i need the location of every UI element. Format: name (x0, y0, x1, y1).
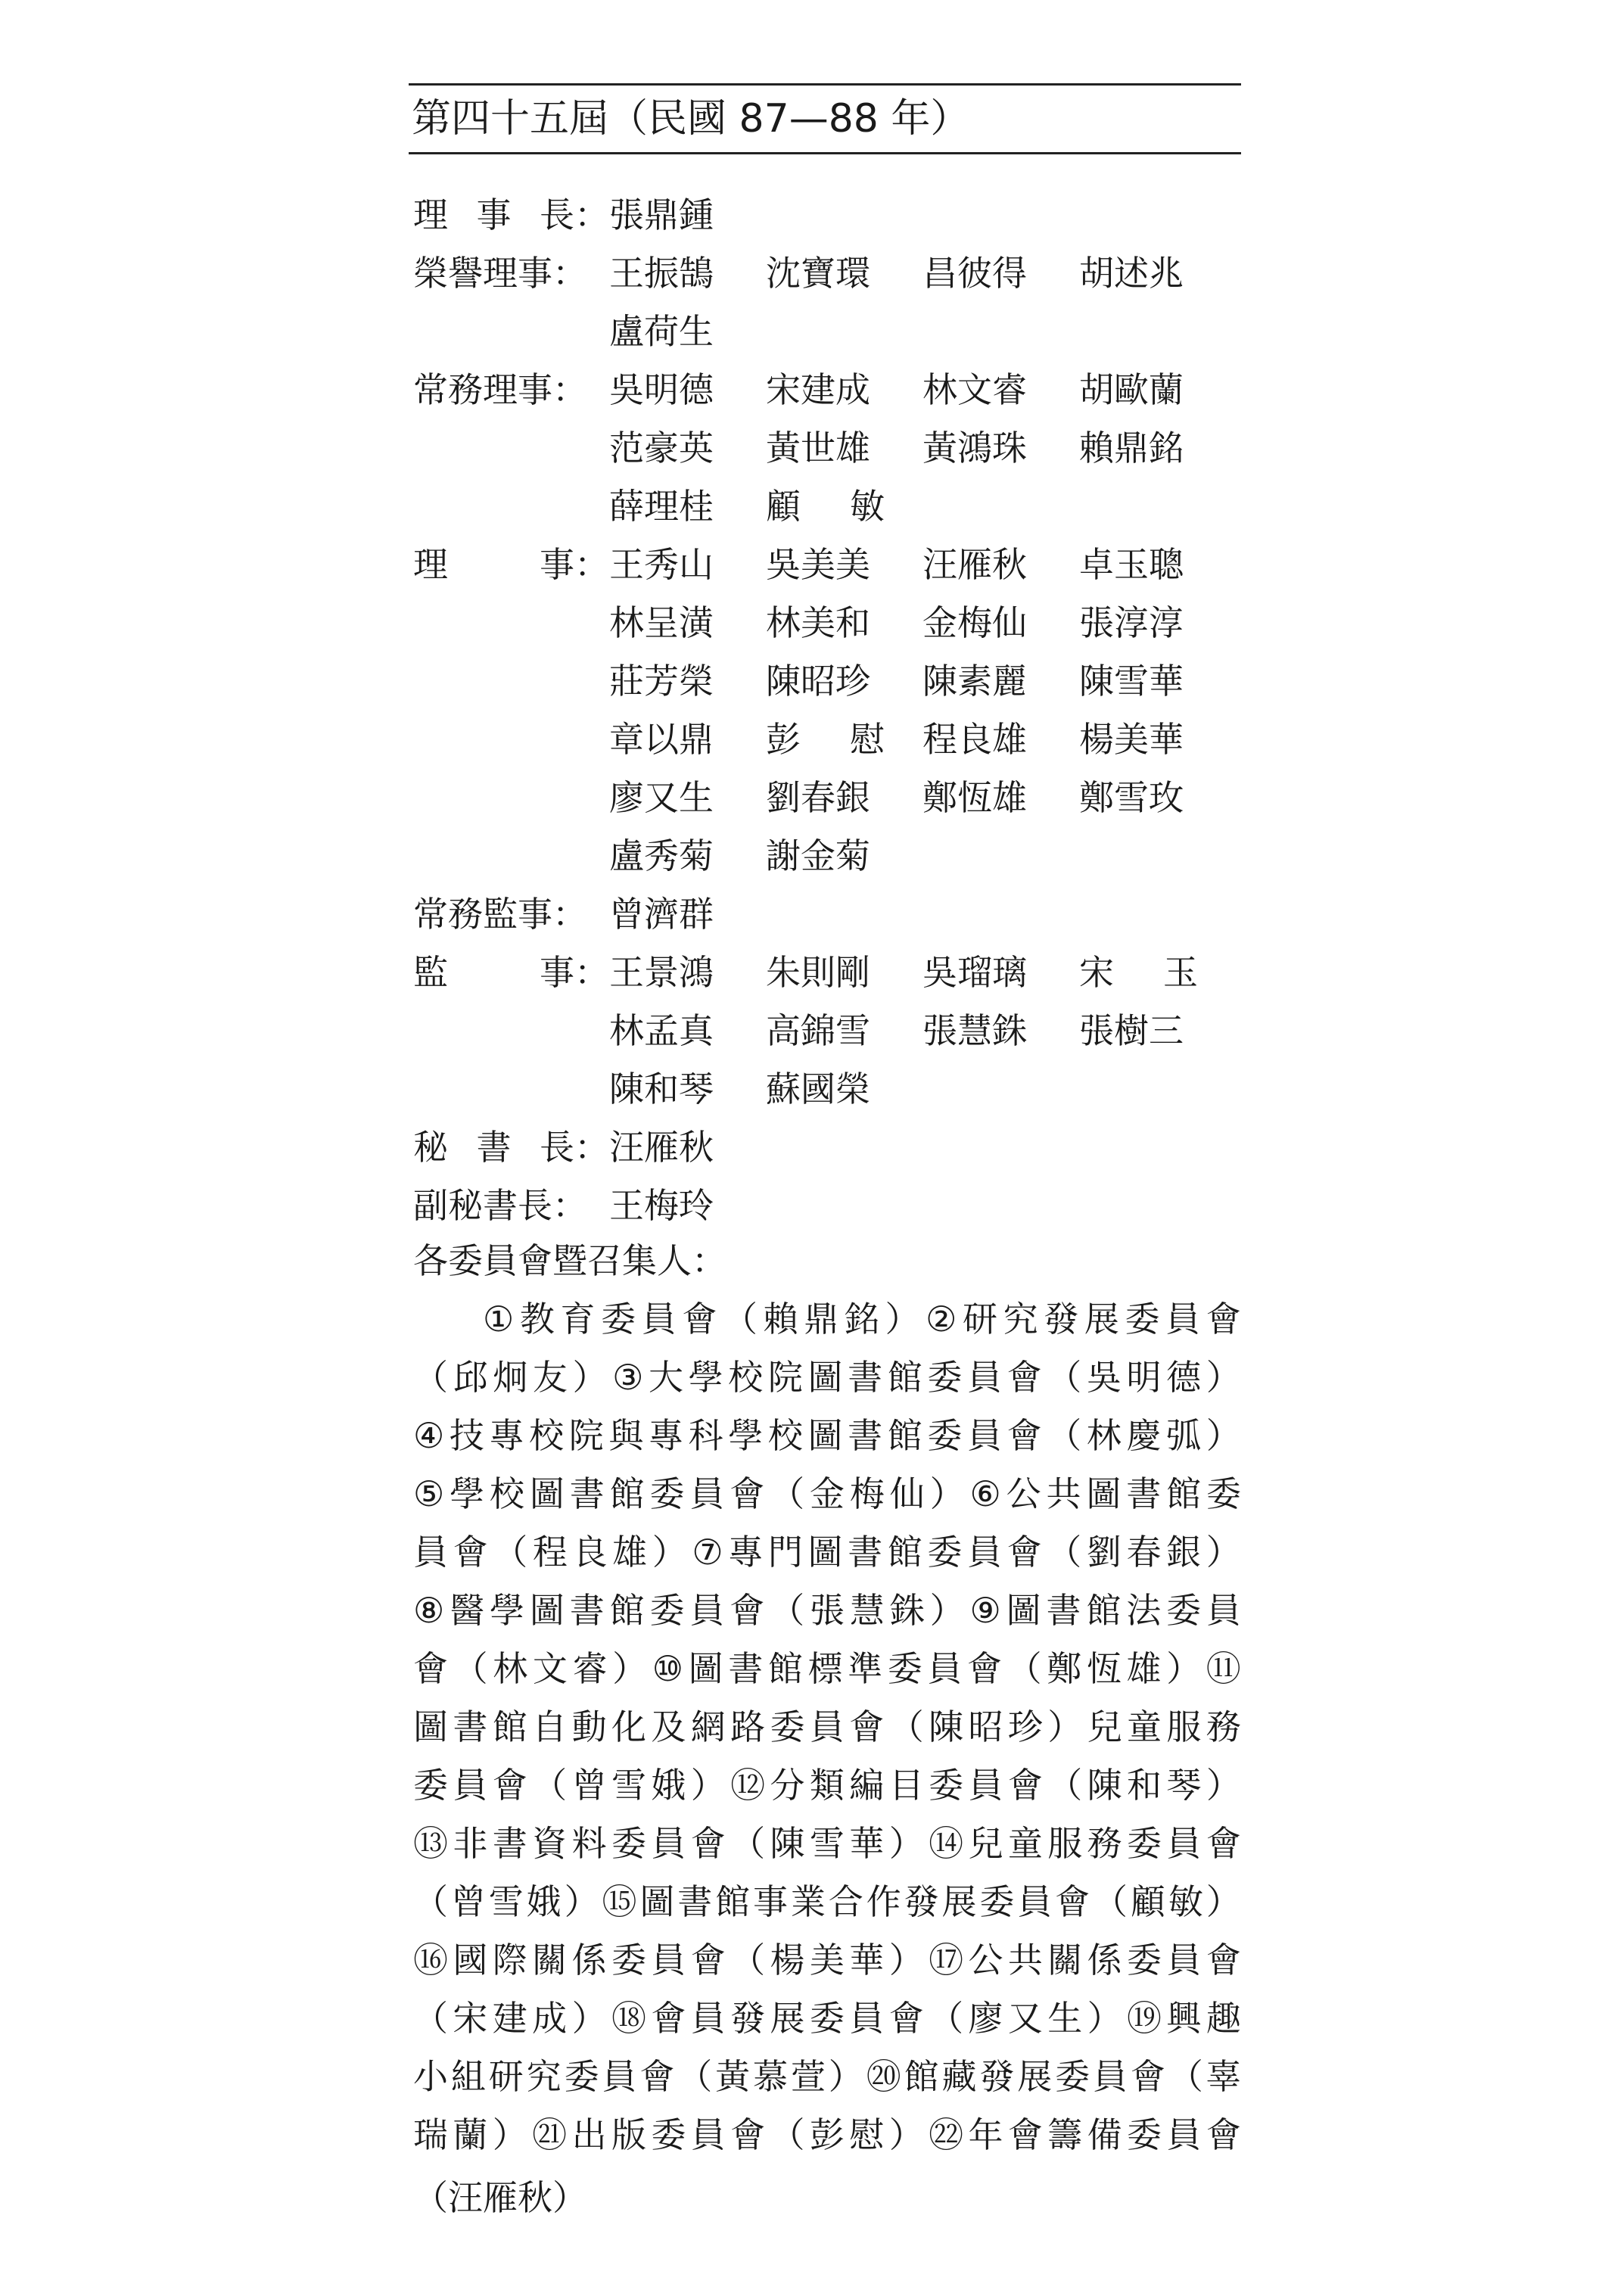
member-name: 陳素麗 (922, 660, 1027, 702)
role-label: 副秘書長： (413, 1184, 587, 1226)
board-roster (409, 183, 1241, 1232)
roster-row (409, 1115, 1241, 1174)
member-name: 薛理桂 (609, 485, 714, 527)
member-names (609, 479, 922, 529)
committee-text-line: ④ 技 專 校 院 與 專 科 學 校 圖 書 館 委 員 會 （ 林 慶 弧 ） (413, 1415, 1241, 1456)
document-page (409, 83, 1241, 2227)
roster-row (409, 999, 1241, 1057)
committee-text-line: 會 （ 林 文 睿 ） ⑩ 圖 書 館 標 準 委 員 會 （ 鄭 恆 雄 ） ⑪ (413, 1648, 1241, 1689)
roster-row (409, 474, 1241, 533)
top-rule (409, 83, 1241, 86)
member-name: 賴鼎銘 (1079, 427, 1184, 468)
member-name: 張鼎鍾 (609, 194, 714, 235)
member-name: 吳明德 (609, 369, 714, 410)
member-name: 陳和琴 (609, 1068, 714, 1109)
roster-row (409, 358, 1241, 416)
roster-row (409, 591, 1241, 649)
member-name: 汪雁秋 (922, 543, 1027, 585)
member-name: 程良雄 (922, 718, 1027, 760)
committee-text-line: （汪雁秋） (413, 2177, 587, 2218)
committee-text-line: 委 員 會 （ 曾 雪 娥 ） ⑫ 分 類 編 目 委 員 會 （ 陳 和 琴 ） (413, 1765, 1241, 1806)
member-name: 楊美華 (1079, 718, 1184, 760)
member-name: 顧 敏 (766, 485, 885, 527)
roster-row (409, 300, 1241, 358)
roster-row (409, 416, 1241, 474)
member-name: 胡述兆 (1079, 252, 1184, 294)
member-names (609, 945, 1236, 995)
role-label: 理 事： (413, 543, 609, 585)
member-names (609, 1120, 766, 1170)
member-name: 陳昭珍 (766, 660, 870, 702)
page-title: 第四十五屆（民國 87—88 年） (412, 96, 970, 142)
member-names (609, 887, 766, 937)
member-name: 昌彼得 (922, 252, 1027, 294)
member-names (609, 246, 1236, 296)
member-name: 盧荷生 (609, 310, 714, 352)
member-name: 陳雪華 (1079, 660, 1184, 702)
member-names (609, 829, 922, 879)
committee-text-line: ⑯ 國 際 關 係 委 員 會 （ 楊 美 華 ） ⑰ 公 共 關 係 委 員 會 (413, 1940, 1241, 1980)
member-name: 林美和 (766, 602, 870, 643)
member-name: 盧秀菊 (609, 835, 714, 876)
member-name: 林孟真 (609, 1010, 714, 1051)
roster-row (409, 533, 1241, 591)
committee-text-line: ① 教 育 委 員 會 （ 賴 鼎 銘 ） ② 研 究 發 展 委 員 會 (483, 1299, 1241, 1339)
member-names (609, 304, 766, 354)
member-name: 黃鴻珠 (922, 427, 1027, 468)
role-label: 監 事： (413, 951, 609, 993)
member-name: 范豪英 (609, 427, 714, 468)
committee-text-line: ⑤ 學 校 圖 書 館 委 員 會 （ 金 梅 仙 ） ⑥ 公 共 圖 書 館 委 (413, 1473, 1241, 1514)
member-name: 蘇國榮 (766, 1068, 870, 1109)
member-name: 林呈潢 (609, 602, 714, 643)
committee-text-line: ⑧ 醫 學 圖 書 館 委 員 會 （ 張 慧 銖 ） ⑨ 圖 書 館 法 委 員 (413, 1590, 1241, 1631)
member-names (609, 1062, 922, 1112)
committee-text-line: （ 邱 炯 友 ） ③ 大 學 校 院 圖 書 館 委 員 會 （ 吳 明 德 ） (413, 1357, 1241, 1398)
member-name: 吳瑠璃 (922, 951, 1027, 993)
roster-row (409, 649, 1241, 708)
member-name: 吳美美 (766, 543, 870, 585)
member-name: 章以鼎 (609, 718, 714, 760)
role-label: 理 事 長： (413, 194, 609, 235)
role-label: 常務監事： (413, 893, 587, 935)
member-names (609, 421, 1236, 471)
roster-row (409, 241, 1241, 300)
roster-row (409, 183, 1241, 241)
member-name: 林文睿 (922, 369, 1027, 410)
title-underline (409, 152, 1241, 154)
committee-text-line: （ 宋 建 成 ） ⑱ 會 員 發 展 委 員 會 （ 廖 又 生 ） ⑲ 興 趣 (413, 1998, 1241, 2039)
member-name: 王秀山 (609, 543, 714, 585)
roster-row (409, 1057, 1241, 1115)
member-name: 金梅仙 (922, 602, 1027, 643)
committee-text-line: 瑞 蘭 ） ㉑ 出 版 委 員 會 （ 彭 慰 ） ㉒ 年 會 籌 備 委 員 會 (413, 2114, 1241, 2155)
member-name: 朱則剛 (766, 951, 870, 993)
member-name: 張慧銖 (922, 1010, 1027, 1051)
roster-row (409, 824, 1241, 882)
role-label: 常務理事： (413, 369, 587, 410)
role-label: 榮譽理事： (413, 252, 587, 294)
member-name: 鄭恆雄 (922, 776, 1027, 818)
committees-paragraph (409, 1290, 1241, 2227)
committees-heading: 各委員會暨召集人： (413, 1240, 726, 1281)
member-name: 沈寶環 (766, 252, 870, 294)
member-name: 王景鴻 (609, 951, 714, 993)
member-name: 胡歐蘭 (1079, 369, 1184, 410)
committee-text-line: 圖 書 館 自 動 化 及 網 路 委 員 會 （ 陳 昭 珍 ） 兒 童 服 務 (413, 1706, 1241, 1747)
committee-text-line: 小 組 研 究 委 員 會 （ 黃 慕 萱 ） ⑳ 館 藏 發 展 委 員 會 （ 辜 (413, 2056, 1241, 2097)
member-name: 鄭雪玫 (1079, 776, 1184, 818)
member-names (609, 188, 766, 238)
committee-text-line: 員 會 （ 程 良 雄 ） ⑦ 專 門 圖 書 館 委 員 會 （ 劉 春 銀 ） (413, 1532, 1241, 1573)
member-name: 宋 玉 (1079, 951, 1198, 993)
member-name: 高錦雪 (766, 1010, 870, 1051)
committee-text-line: ⑬ 非 書 資 料 委 員 會 （ 陳 雪 華 ） ⑭ 兒 童 服 務 委 員 會 (413, 1823, 1241, 1864)
member-name: 謝金菊 (766, 835, 870, 876)
roster-row (409, 708, 1241, 766)
member-names (609, 596, 1236, 646)
member-name: 莊芳榮 (609, 660, 714, 702)
member-names (609, 362, 1236, 412)
member-name: 王振鵠 (609, 252, 714, 294)
committee-text-line: （ 曾 雪 娥 ） ⑮ 圖 書 館 事 業 合 作 發 展 委 員 會 （ 顧 敏 ） (413, 1881, 1241, 1922)
member-name: 劉春銀 (766, 776, 870, 818)
member-names (609, 712, 1236, 762)
member-name: 彭 慰 (766, 718, 885, 760)
member-name: 曾濟群 (609, 893, 714, 935)
member-name: 卓玉聰 (1079, 543, 1184, 585)
roster-row (409, 766, 1241, 824)
member-names (609, 537, 1236, 587)
member-names (609, 1003, 1236, 1053)
member-name: 張樹三 (1079, 1010, 1184, 1051)
roster-row (409, 882, 1241, 941)
member-name: 黃世雄 (766, 427, 870, 468)
member-name: 汪雁秋 (609, 1126, 714, 1168)
member-name: 王梅玲 (609, 1184, 714, 1226)
member-names (609, 654, 1236, 704)
member-name: 宋建成 (766, 369, 870, 410)
member-name: 廖又生 (609, 776, 714, 818)
member-name: 張淳淳 (1079, 602, 1184, 643)
roster-row (409, 941, 1241, 999)
roster-row (409, 1174, 1241, 1232)
role-label: 秘 書 長： (413, 1126, 609, 1168)
member-names (609, 770, 1236, 820)
member-names (609, 1178, 766, 1228)
